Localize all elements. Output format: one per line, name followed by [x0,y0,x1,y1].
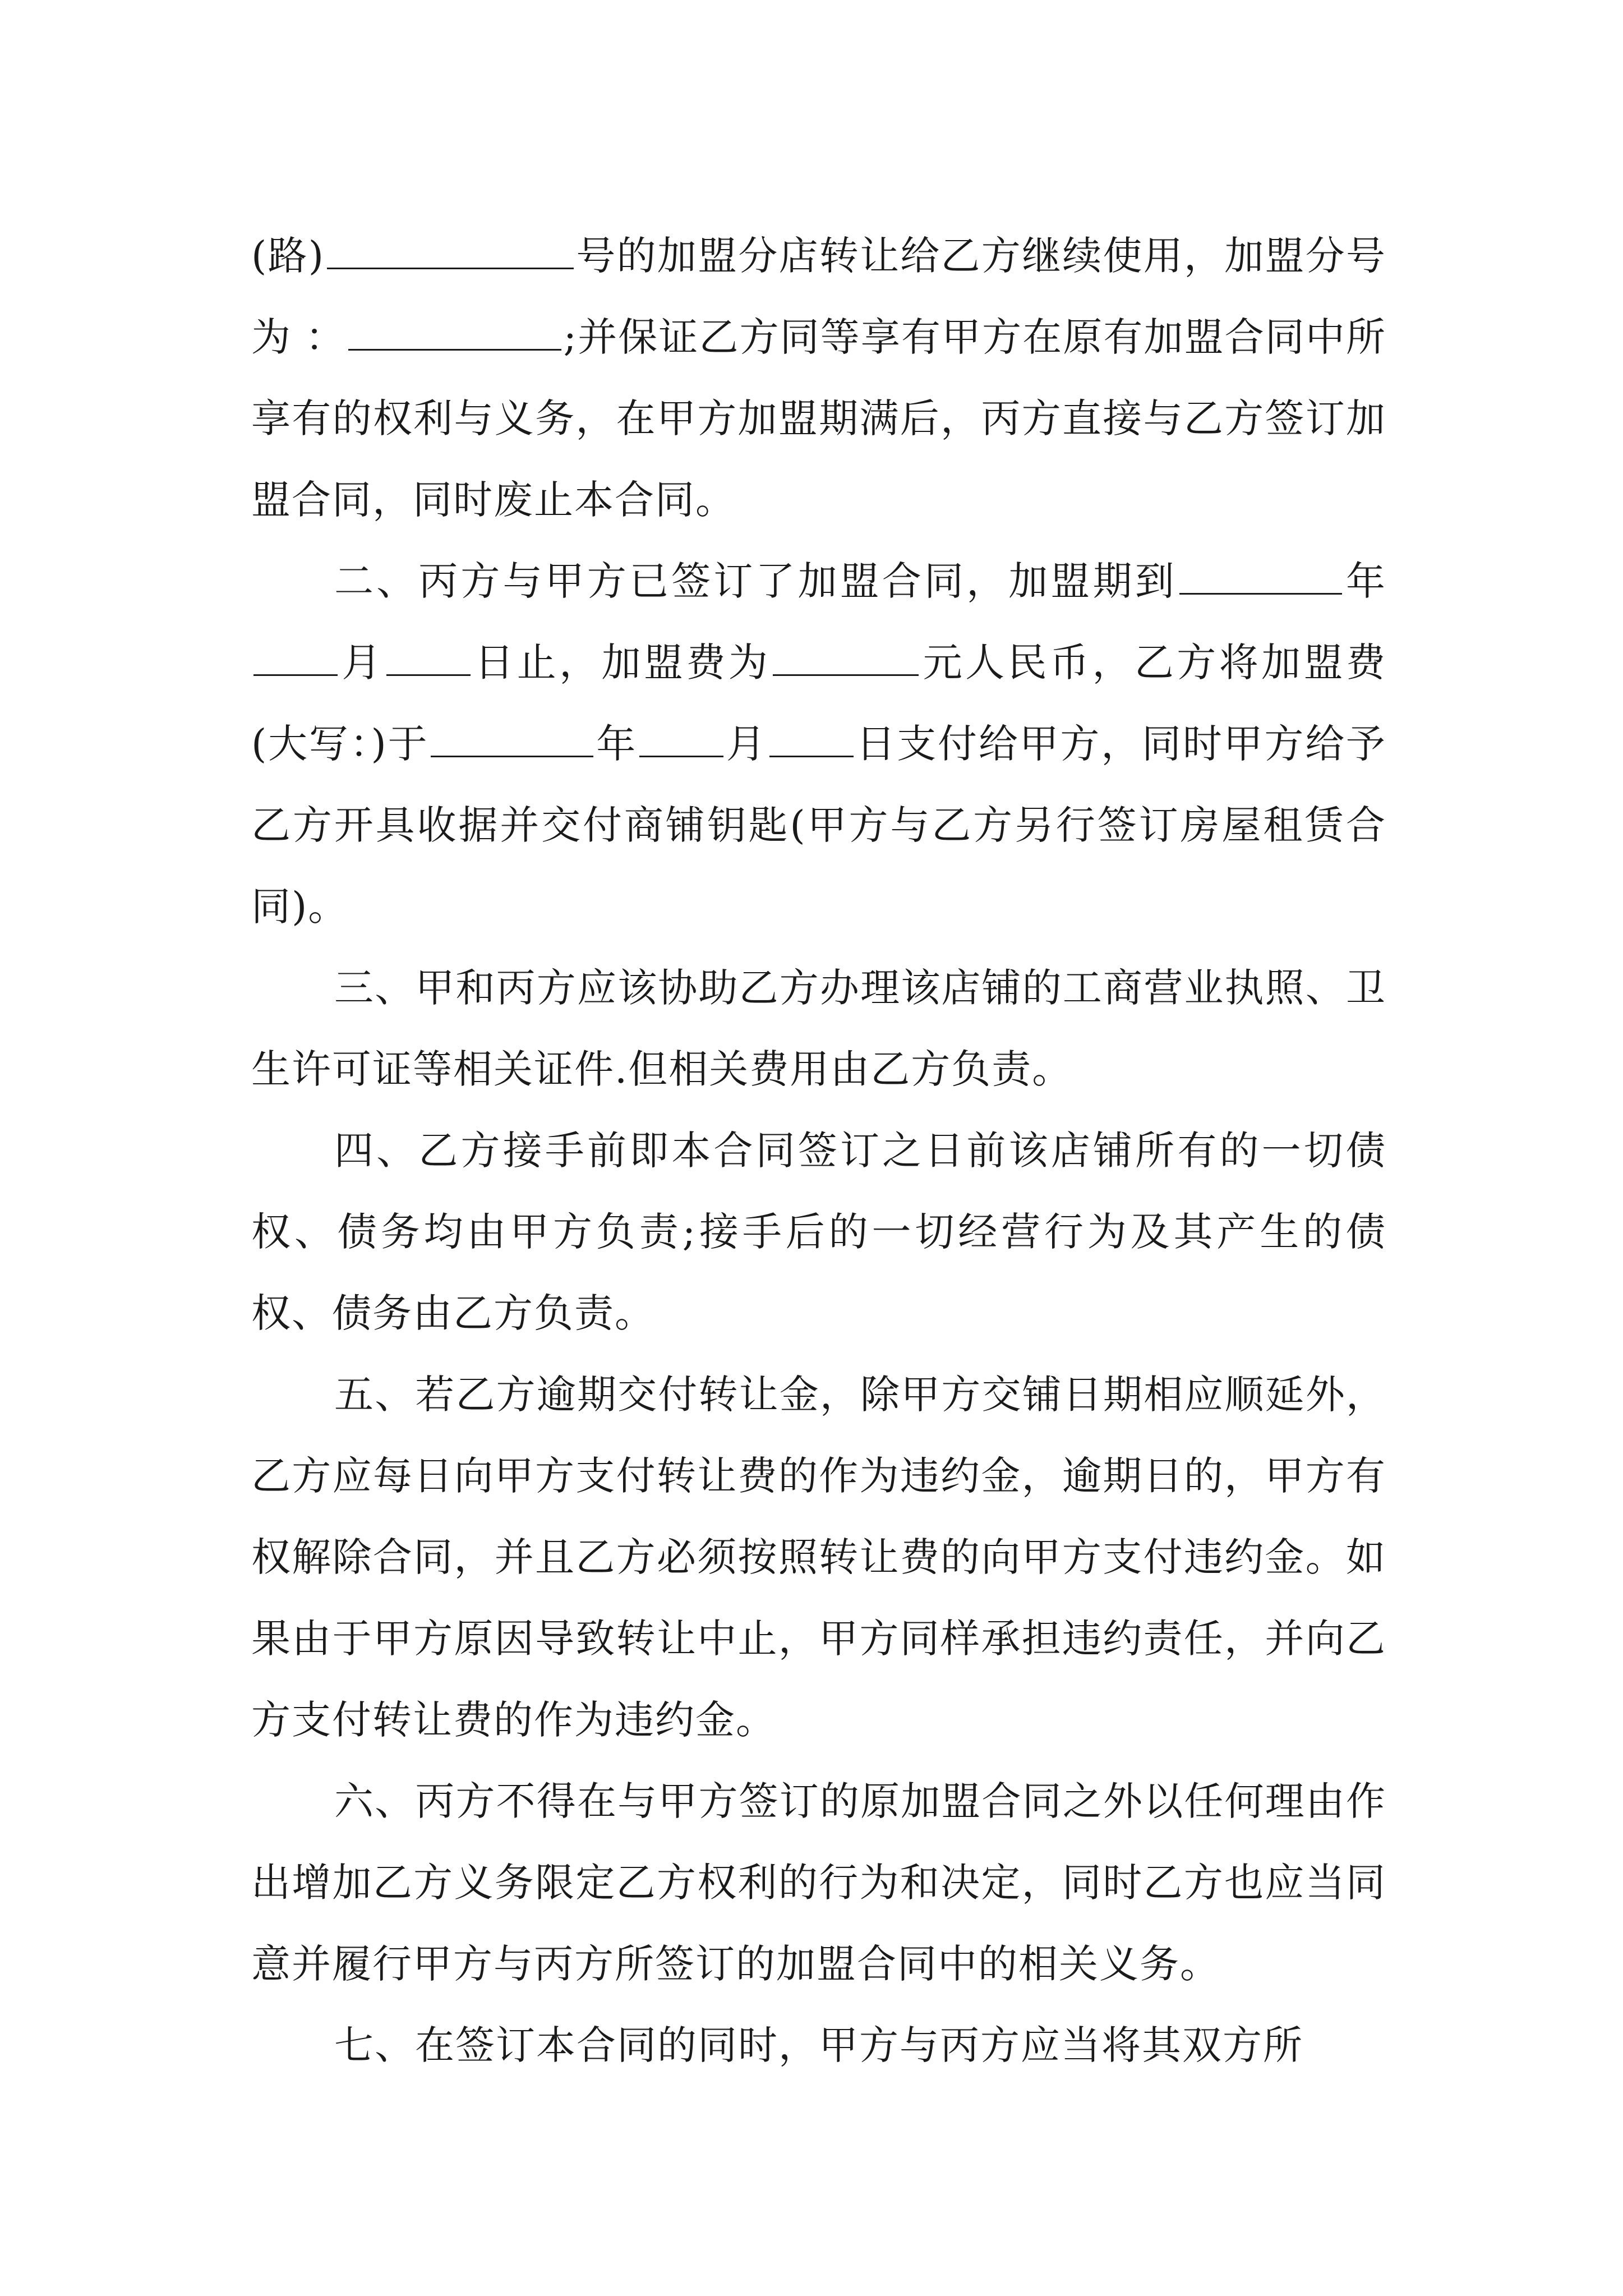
blank-address-field [327,228,574,269]
paragraph-clause-2 [251,541,1386,947]
paragraph-clause-7: 七、在签订本合同的同时，甲方与丙方应当将其双方所 [334,2022,1303,2068]
text-fee-payment: 元人民币，乙方将加盟费(大写：)于 [251,639,1387,767]
paragraph-clause-3: 三、甲和丙方应该协助乙方办理该店铺的工商营业执照、卫生许可证等相关证件.但相关费用由乙方负责。 [251,965,1386,1092]
blank-fee-amount-field [773,635,919,676]
paragraph-transfer-clause [251,215,1386,541]
text-fee-label: 日止，加盟费为 [472,639,771,685]
blank-expiry-day-field [386,635,471,676]
text-month: 月 [340,639,384,685]
text-branch-number-label: 号的加盟分店转让给乙方继续使用，加盟分号为 ： [251,233,1386,360]
text-month-2: 月 [726,721,767,767]
paragraph-clause-4: 四、乙方接手前即本合同签订之日前该店铺所有的一切债权、债务均由甲方负责;接手后的一切经营行为及其产生的债权、债务由乙方负责。 [251,1128,1386,1336]
text-year: 年 [1344,558,1387,604]
blank-payment-month-field [639,716,723,757]
blank-payment-day-field [769,716,854,757]
text-guarantee: ;并保证乙方同等享有甲方在原有加盟合同中所享有的权利与义务，在甲方加盟期满后，丙方直接与乙方签订加盟合同，同时废止本合同。 [251,314,1386,523]
blank-branch-number-field [348,310,561,351]
blank-expiry-month-field [253,635,338,676]
text-year-2: 年 [596,721,638,767]
blank-expiry-year-field [1179,554,1342,595]
paragraph-clause-6: 六、丙方不得在与甲方签订的原加盟合同之外以任何理由作出增加乙方义务限定乙方权利的行为和决定，同时乙方也应当同意并履行甲方与丙方所签订的加盟合同中的相关义务。 [251,1778,1386,1987]
text-clause-2-intro: 二、丙方与甲方已签订了加盟合同，加盟期到 [334,558,1177,604]
paragraph-clause-5: 五、若乙方逾期交付转让金，除甲方交铺日期相应顺延外，乙方应每日向甲方支付转让费的作为违约金，逾期日的，甲方有权解除合同，并且乙方必须按照转让费的向甲方支付违约金。如果由于甲方原因导致转让中止，甲方同样承担违约责任，并向乙方支付转让费的作为违约金。 [251,1372,1386,1743]
text-receipt-keys: 日支付给甲方，同时甲方给予乙方开具收据并交付商铺钥匙(甲方与乙方另行签订房屋租赁合同)。 [251,721,1387,930]
blank-payment-year-field [431,716,593,757]
text-road: (路) [251,233,325,279]
contract-body [251,215,1386,2086]
